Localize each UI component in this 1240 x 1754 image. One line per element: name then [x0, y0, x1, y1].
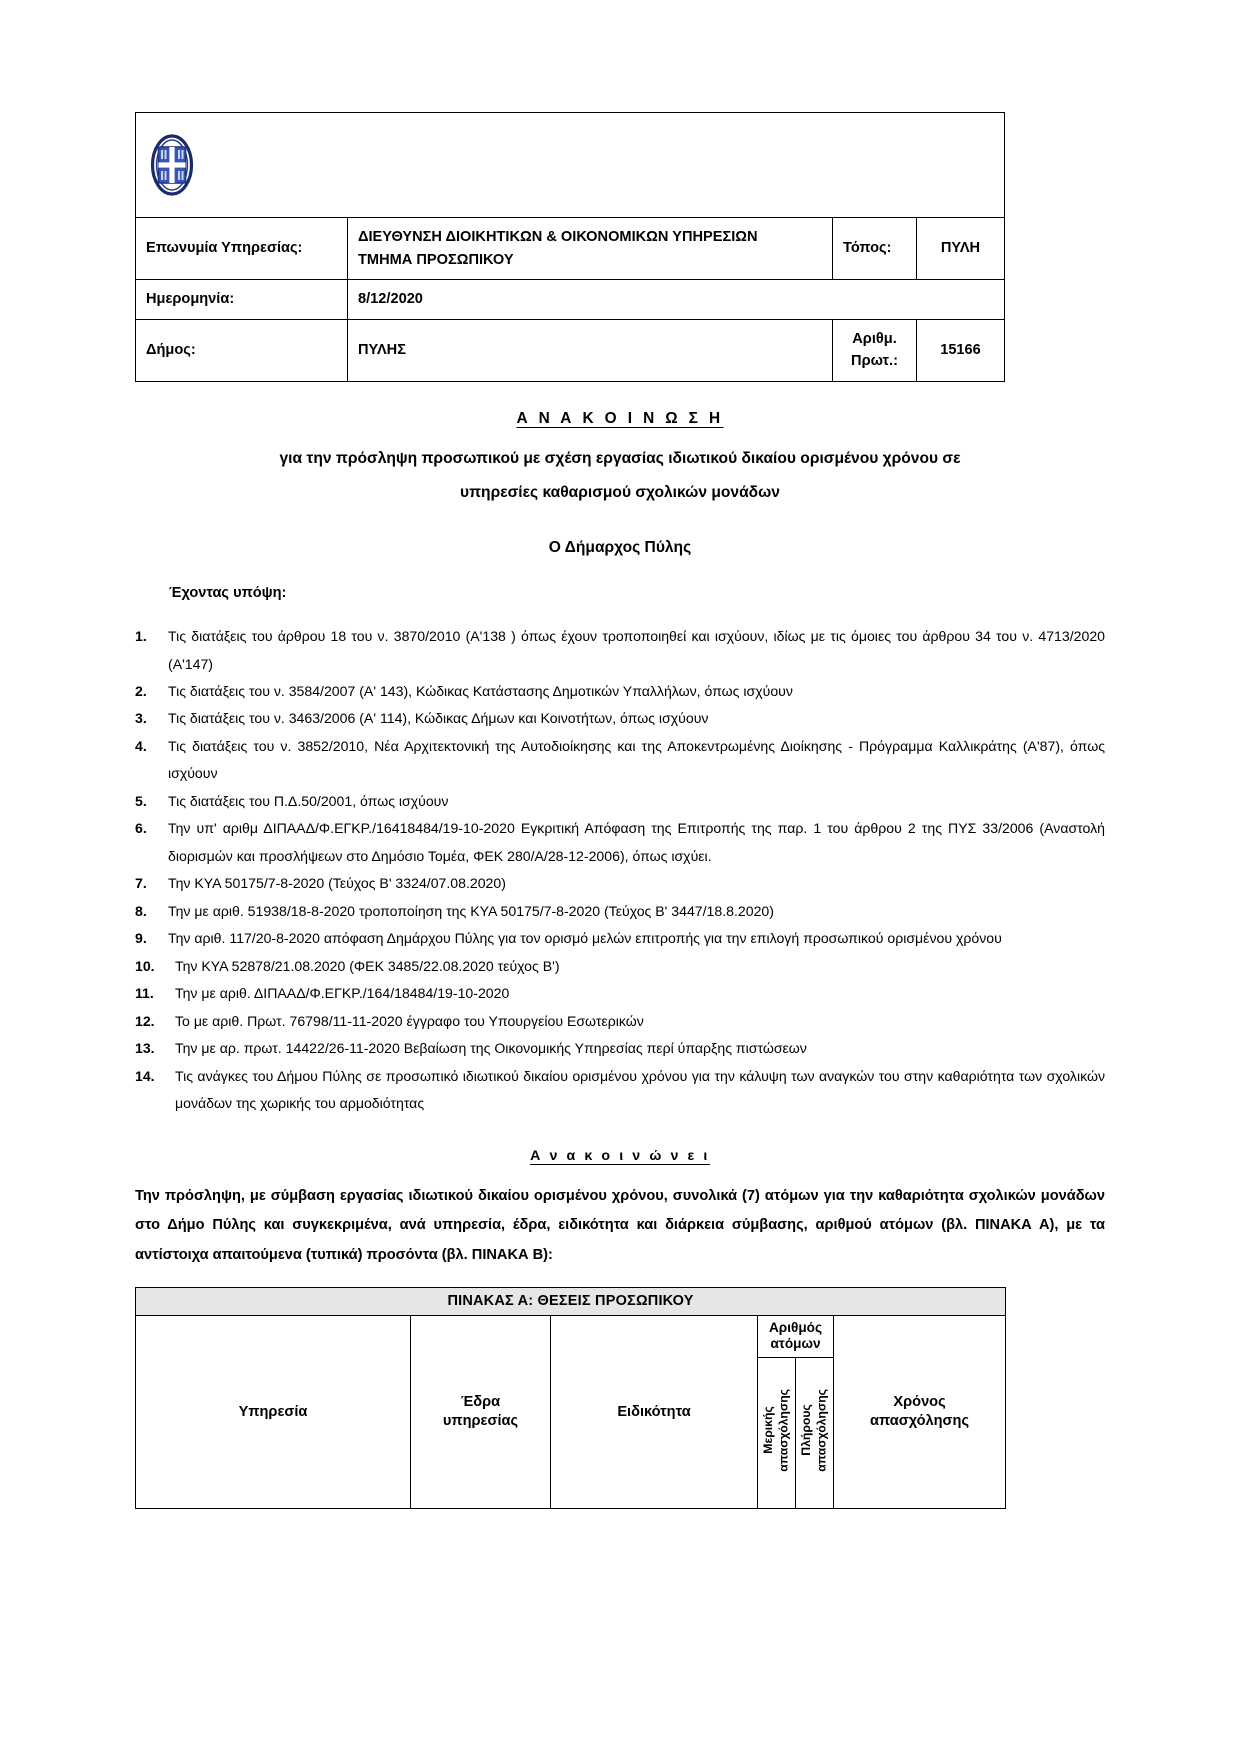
- greek-coat-of-arms-icon: [150, 134, 194, 196]
- list-item: [135, 1035, 1105, 1062]
- column-header-xronos-line2: απασχόλησης: [870, 1413, 970, 1430]
- column-header-xronos: [834, 1316, 1006, 1509]
- list-item-number: 12.: [135, 1012, 155, 1029]
- column-header-edra-line1: Έδρα: [460, 1394, 501, 1411]
- place-label: Τόπος:: [833, 218, 917, 280]
- list-item-text: Το με αριθ. Πρωτ. 76798/11-11-2020 έγγραφο του Υπουργείου Εσωτερικών: [175, 1012, 644, 1029]
- list-item: [135, 925, 1105, 952]
- list-item-number: 2.: [135, 683, 147, 700]
- plirous-line2: απασχόλησης: [814, 1389, 829, 1473]
- list-item-text: Την ΚΥΑ 50175/7-8-2020 (Τεύχος Β' 3324/07.08.2020): [168, 875, 506, 892]
- header-row-date: [136, 280, 1005, 320]
- list-item-text: Τις διατάξεις του ν. 3584/2007 (Α' 143), Κώδικας Κατάστασης Δημοτικών Υπαλλήλων, όπως ισχύουν: [168, 683, 793, 700]
- subtitle-line-2: υπηρεσίες καθαρισμού σχολικών μονάδων: [460, 483, 780, 501]
- list-item-text: Την με αριθ. ΔΙΠΑΑΔ/Φ.ΕΓΚΡ./164/18484/19-10-2020: [175, 985, 510, 1002]
- municipality-label: Δήμος:: [136, 319, 348, 381]
- list-item: [135, 788, 1105, 815]
- list-item-number: 11.: [135, 985, 154, 1002]
- list-item: [135, 870, 1105, 897]
- merikis-line1: Μερικής: [761, 1407, 776, 1455]
- list-item: [135, 898, 1105, 925]
- table-caption-row: [136, 1288, 1006, 1316]
- service-name-line1: ΔΙΕΥΘΥΝΣΗ ΔΙΟΙΚΗΤΙΚΩΝ & ΟΙΚΟΝΟΜΙΚΩΝ ΥΠΗΡΕΣΙΩΝ: [358, 229, 758, 245]
- emblem-cell: [136, 113, 1005, 218]
- having-in-mind-label: Έχοντας υπόψη:: [169, 585, 287, 602]
- list-item-number: 10.: [135, 957, 155, 974]
- protocol-number-value: 15166: [917, 319, 1005, 381]
- list-item-text: Τις διατάξεις του Π.Δ.50/2001, όπως ισχύουν: [168, 792, 449, 809]
- list-item-number: 5.: [135, 792, 147, 809]
- table-header-group-row: [136, 1316, 1006, 1358]
- announces-heading: Α ν α κ ο ι ν ώ ν ε ι: [530, 1147, 710, 1164]
- list-item: [135, 1008, 1105, 1035]
- date-label: Ημερομηνία:: [136, 280, 348, 320]
- column-header-arithmos-atomon: [758, 1316, 834, 1358]
- list-item-number: 9.: [135, 930, 147, 947]
- page-title: Α Ν Α Κ Ο Ι Ν Ω Σ Η: [516, 410, 724, 428]
- list-item-number: 4.: [135, 737, 147, 754]
- list-item: [135, 815, 1105, 870]
- legal-basis-list: [135, 623, 1105, 1117]
- column-header-edra: [411, 1316, 551, 1509]
- service-name-line2: ΤΜΗΜΑ ΠΡΟΣΩΠΙΚΟΥ: [358, 251, 514, 268]
- table-caption: ΠΙΝΑΚΑΣ Α: ΘΕΣΕΙΣ ΠΡΟΣΩΠΙΚΟΥ: [136, 1288, 1006, 1316]
- list-item-text: Την υπ' αριθμ ΔΙΠΑΑΔ/Φ.ΕΓΚΡ./16418484/19-10-2020 Εγκριτική Απόφαση της Επιτροπής της παρ. 1 του άρθρου 2 της ΠΥΣ 33/2006 (Αναστολή διορισμών και προσλήψεων στο Δημόσιο Τομέα, ΦΕΚ 280/Α/28-12-2006), όπως ισχύει.: [168, 820, 1105, 864]
- subtitle-line-1: για την πρόσληψη προσωπικού με σχέση εργασίας ιδιωτικού δικαίου ορισμένου χρόνου σε: [279, 450, 961, 468]
- list-item: [135, 953, 1105, 980]
- list-item-text: Τις διατάξεις του άρθρου 18 του ν. 3870/2010 (Α'138 ) όπως έχουν τροποποιηθεί και ισχύουν, ιδίως με τις όμοιες του άρθρου 34 του ν. 4713/2020 (Α'147): [168, 628, 1105, 672]
- municipality-value: ΠΥΛΗΣ: [348, 319, 833, 381]
- protocol-number-label: Αριθμ. Πρωτ.:: [833, 319, 917, 381]
- list-item: [135, 1063, 1105, 1118]
- list-item-number: 3.: [135, 710, 147, 727]
- list-item: [135, 733, 1105, 788]
- column-header-xronos-line1: Χρόνος: [893, 1394, 946, 1411]
- subtitle: [135, 442, 1105, 509]
- list-item-text: Την με αριθ. 51938/18-8-2020 τροποποίηση της ΚΥΑ 50175/7-8-2020 (Τεύχος Β' 3447/18.8.2020): [168, 902, 774, 919]
- list-item-number: 1.: [135, 628, 147, 645]
- header-logo-row: [136, 113, 1005, 218]
- header-row-municipality: [136, 319, 1005, 381]
- list-item-text: Τις διατάξεις του ν. 3463/2006 (Α' 114), Κώδικας Δήμων και Κοινοτήτων, όπως ισχύουν: [168, 710, 709, 727]
- list-item: [135, 705, 1105, 732]
- merikis-line2: απασχόλησης: [776, 1389, 791, 1473]
- header-row-service: [136, 218, 1005, 280]
- column-header-merikis-apascholisis: [758, 1358, 796, 1509]
- arithmos-line2: ατόμων: [770, 1336, 821, 1352]
- column-header-eidikotita: Ειδικότητα: [551, 1316, 758, 1509]
- place-value: ΠΥΛΗ: [917, 218, 1005, 280]
- column-header-ypiresia: Υπηρεσία: [136, 1316, 411, 1509]
- list-item: [135, 678, 1105, 705]
- list-item: [135, 980, 1105, 1007]
- personnel-positions-table: [135, 1287, 1006, 1509]
- plirous-line1: Πλήρους: [799, 1405, 814, 1457]
- arithmos-line1: Αριθμός: [768, 1320, 823, 1336]
- list-item-text: Τις ανάγκες του Δήμου Πύλης σε προσωπικό ιδιωτικού δικαίου ορισμένου χρόνου για την κάλυψη των αναγκών του στην καθαριότητα των σχολικών μονάδων της χωρικής του αρμοδιότητας: [175, 1067, 1105, 1112]
- header-info-table: [135, 112, 1005, 382]
- list-item-text: Τις διατάξεις του ν. 3852/2010, Νέα Αρχιτεκτονική της Αυτοδιοίκησης και της Αποκεντρωμένης Διοίκησης - Πρόγραμμα Καλλικράτης (Α'87), όπως ισχύουν: [168, 737, 1105, 782]
- list-item-number: 14.: [135, 1067, 155, 1084]
- list-item-text: Την με αρ. πρωτ. 14422/26-11-2020 Βεβαίωση της Οικονομικής Υπηρεσίας περί ύπαρξης πιστώσεων: [175, 1040, 807, 1057]
- list-item-number: 8.: [135, 902, 147, 919]
- column-header-plirous-apascholisis: [796, 1358, 834, 1509]
- list-item-number: 6.: [135, 820, 147, 837]
- list-item-text: Την ΚΥΑ 52878/21.08.2020 (ΦΕΚ 3485/22.08.2020 τεύχος Β'): [175, 957, 560, 974]
- service-name-label: Επωνυμία Υπηρεσίας:: [136, 218, 348, 280]
- list-item: [135, 623, 1105, 678]
- announces-body: Την πρόσληψη, με σύμβαση εργασίας ιδιωτικού δικαίου ορισμένου χρόνου, συνολικά (7) ατόμων για την καθαριότητα σχολικών μονάδων στο Δήμο Πύλης και συγκεκριμένα, ανά υπηρεσία, έδρα, ειδικότητα και διάρκεια σύμβασης, αριθμού ατόμων (βλ. ΠΙΝΑΚΑ Α), με τα αντίστοιχα απαιτούμενα (τυπικά) προσόντα (βλ. ΠΙΝΑΚΑ Β):: [135, 1187, 1105, 1264]
- mayor-title: Ο Δήμαρχος Πύλης: [548, 539, 692, 557]
- date-value: 8/12/2020: [348, 280, 1005, 320]
- column-header-edra-line2: υπηρεσίας: [442, 1413, 519, 1430]
- list-item-text: Την αριθ. 117/20-8-2020 απόφαση Δημάρχου Πύλης για τον ορισμό μελών επιτροπής για την επιλογή προσωπικού ορισμένου χρόνου: [168, 930, 1002, 947]
- list-item-number: 7.: [135, 875, 147, 892]
- list-item-number: 13.: [135, 1040, 155, 1057]
- service-name-value: [348, 218, 833, 280]
